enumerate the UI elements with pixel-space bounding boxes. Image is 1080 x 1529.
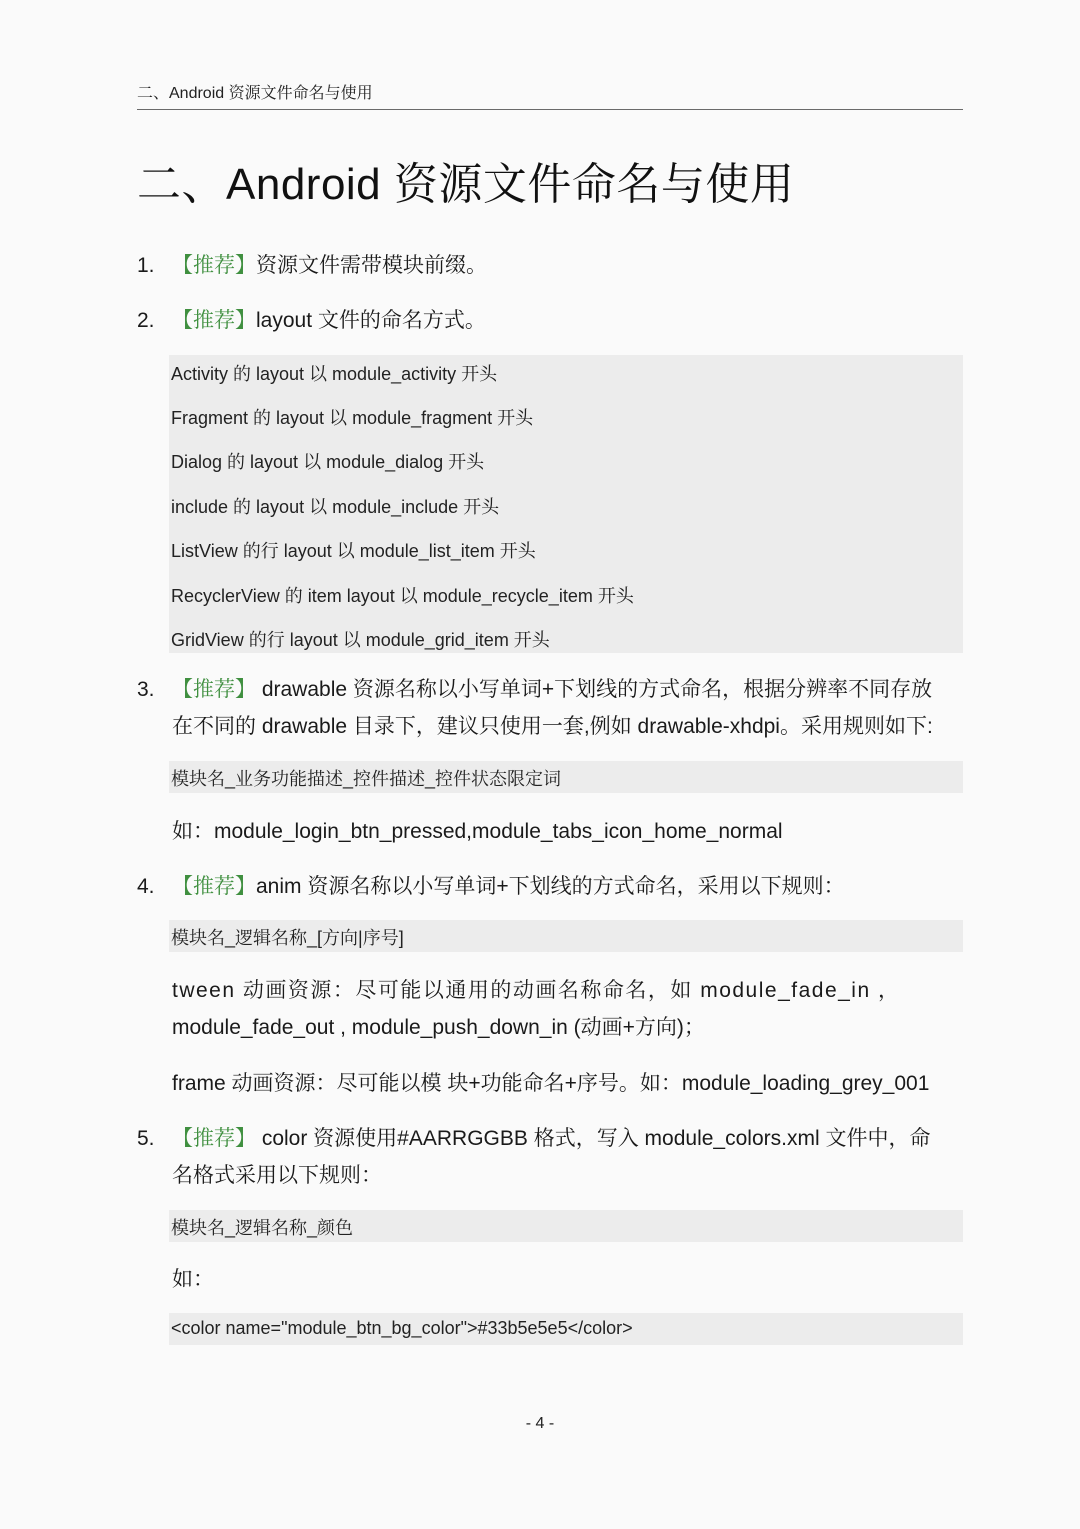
code-line: <color name="module_btn_bg_color">#33b5e5e5</color> [171,1318,633,1338]
running-header: 二、Android 资源文件命名与使用 [137,80,963,110]
item-text: 资源文件需带模块前缀。 [256,254,487,277]
tween-text: tween 动画资源：尽可能以通用的动画名称命名，如 module_fade_in ， [172,979,901,1002]
recommend-tag: 【推荐】 [172,678,256,701]
list-item-4 [137,868,963,905]
recommend-tag: 【推荐】 [172,309,256,332]
code-line: 模块名_逻辑名称_[方向|序号] [171,928,404,948]
code-line: include 的 layout 以 module_include 开头 [171,497,500,517]
recommend-tag: 【推荐】 [172,875,256,898]
color-rule-code-block [169,1210,963,1242]
item-text-continued: 在不同的 drawable 目录下，建议只使用一套,例如 drawable-xhdpi。采用规则如下: [172,715,933,738]
item-text: color 资源使用#AARRGGBB 格式，写入 module_colors.xml 文件中，命 [256,1127,931,1150]
item-number: 3. [137,678,155,701]
item-number: 5. [137,1127,155,1150]
list-item-1 [137,247,963,284]
drawable-example: 如：module_login_btn_pressed,module_tabs_icon_home_normal [172,820,783,843]
code-line: 模块名_业务功能描述_控件描述_控件状态限定词 [171,769,562,789]
list-item-5 [137,1120,963,1157]
tween-text-continued: module_fade_out , module_push_down_in (动画+方向)； [172,1016,705,1039]
page-number: - 4 - [525,1415,555,1432]
item-number: 2. [137,309,155,332]
chapter-title: 二、Android 资源文件命名与使用 [137,160,795,209]
code-line: Fragment 的 layout 以 module_fragment 开头 [171,408,534,428]
list-item-3 [137,671,963,708]
list-item-2 [137,302,963,339]
code-line: RecyclerView 的 item layout 以 module_recycle_item 开头 [171,586,634,606]
color-example-code-block [169,1313,963,1345]
code-line: ListView 的行 layout 以 module_list_item 开头 [171,541,536,561]
code-line: Dialog 的 layout 以 module_dialog 开头 [171,452,485,472]
layout-naming-code-block [169,355,963,653]
anim-rule-code-block [169,920,963,952]
recommend-tag: 【推荐】 [172,1127,256,1150]
item-text: drawable 资源名称以小写单词+下划线的方式命名，根据分辨率不同存放 [256,678,933,701]
frame-text: frame 动画资源：尽可能以模 块+功能命名+序号。如：module_loading_grey_001 [172,1072,930,1095]
drawable-rule-code-block [169,761,963,793]
recommend-tag: 【推荐】 [172,254,256,277]
item-text: layout 文件的命名方式。 [256,309,486,332]
item-text: anim 资源名称以小写单词+下划线的方式命名，采用以下规则： [256,875,845,898]
item-text-continued: 名格式采用以下规则： [172,1164,382,1187]
item-number: 4. [137,875,155,898]
code-line: 模块名_逻辑名称_颜色 [171,1218,354,1238]
item-number: 1. [137,254,155,277]
code-line: Activity 的 layout 以 module_activity 开头 [171,364,498,384]
code-line: GridView 的行 layout 以 module_grid_item 开头 [171,630,550,650]
color-example-label: 如： [172,1268,214,1291]
